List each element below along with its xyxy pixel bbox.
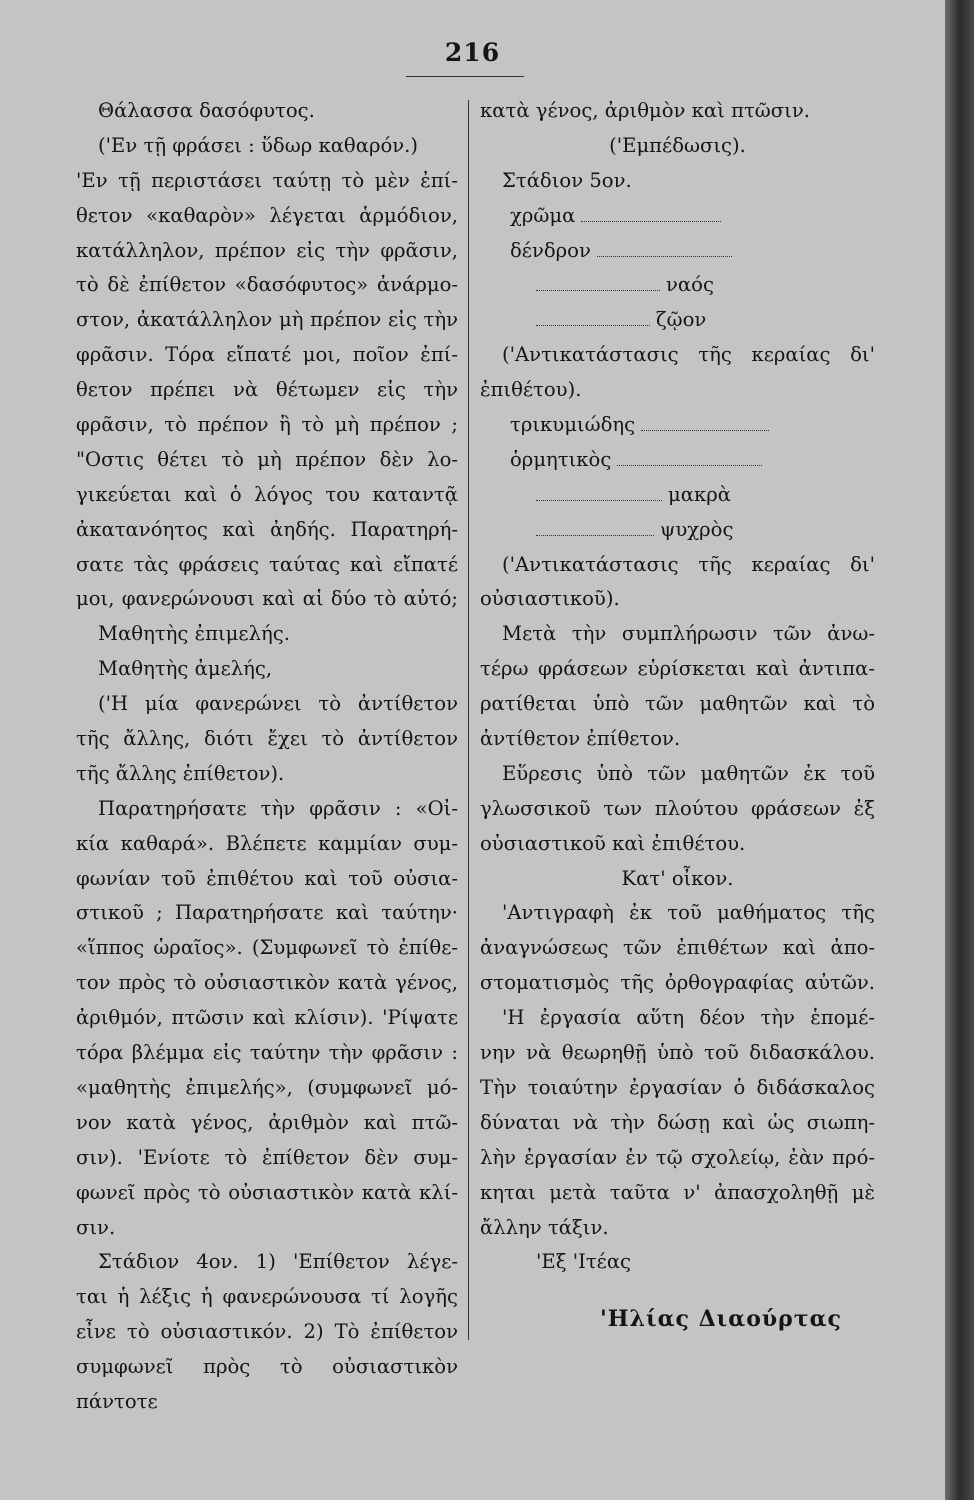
text-line: Στάδιον 5ον. bbox=[502, 168, 632, 192]
page-number: 216 bbox=[444, 38, 501, 67]
page-number-rule bbox=[406, 76, 524, 77]
exercise-word: ναός bbox=[666, 273, 714, 297]
text-line: μοι, φανερώνουσι καὶ αἱ δύο τὸ αὐτό; bbox=[76, 587, 458, 611]
dotted-blank bbox=[641, 410, 769, 431]
right-column bbox=[480, 94, 875, 1280]
text-line: οὐσιαστικοῦ καὶ ἐπιθέτου. bbox=[480, 831, 746, 855]
text-line: γικεύεται καὶ ὁ λόγος του καταντᾷ bbox=[76, 482, 458, 506]
text-line: ('Αντικατάστασις τῆς κεραίας δι' bbox=[502, 552, 875, 576]
text-line: σιν. bbox=[76, 1215, 116, 1239]
text-line: τὸ δὲ ἐπίθετον «δασόφυτος» ἀνάρμο- bbox=[76, 273, 458, 297]
exercise-blank-line bbox=[480, 234, 875, 269]
text-line: Μαθητὴς ἐπιμελής. bbox=[98, 622, 290, 646]
exercise-blank-line bbox=[480, 408, 875, 443]
dotted-blank bbox=[536, 515, 654, 536]
text-line: 'Η ἐργασία αὕτη δέον τὴν ἑπομέ- bbox=[502, 1006, 875, 1030]
text-line: «μαθητὴς ἐπιμελής», (συμφωνεῖ μό- bbox=[76, 1075, 458, 1099]
text-line: ται ἡ λέξις ἡ φανερώνουσα τί λογῆς bbox=[76, 1285, 458, 1309]
text-line: φωνίαν τοῦ ἐπιθέτου καὶ τοῦ οὐσια- bbox=[76, 866, 458, 890]
text-line: φωνεῖ πρὸς τὸ οὐσιαστικὸν κατὰ κλί- bbox=[76, 1180, 458, 1204]
text-line: θετον «καθαρὸν» λέγεται ἁρμόδιον, bbox=[76, 203, 458, 227]
text-line: εἶνε τὸ οὐσιαστικόν. 2) Τὸ ἐπίθετον bbox=[76, 1320, 458, 1344]
text-line: «ἵππος ὡραῖος». (Συμφωνεῖ τὸ ἐπίθε- bbox=[76, 936, 458, 960]
text-line: κηται μετὰ ταῦτα ν' ἀπασχοληθῇ μὲ bbox=[480, 1180, 875, 1204]
exercise-word: ζῷον bbox=[656, 308, 707, 332]
text-line: 'Εν τῇ περιστάσει ταύτῃ τὸ μὲν ἐπί- bbox=[76, 168, 458, 192]
text-line: ρατίθεται ὑπὸ τῶν μαθητῶν καὶ τὸ bbox=[480, 692, 875, 716]
author-signature: 'Ηλίας Διαούρτας bbox=[600, 1306, 842, 1332]
text-line: οὐσιαστικοῦ). bbox=[480, 587, 620, 611]
text-line: Εὕρεσις ὑπὸ τῶν μαθητῶν ἐκ τοῦ bbox=[502, 761, 875, 785]
text-line: ('Εμπέδωσις). bbox=[609, 133, 746, 157]
text-line: θετον πρέπει νὰ θέτωμεν εἰς τὴν bbox=[76, 378, 458, 402]
text-line: στον, ἀκατάλληλον μὴ πρέπον εἰς τὴν bbox=[76, 308, 458, 332]
left-column bbox=[76, 94, 458, 1413]
text-line: Παρατηρήσατε τὴν φρᾶσιν : «Οἰ- bbox=[98, 796, 458, 820]
text-line: Μετὰ τὴν συμπλήρωσιν τῶν ἀνω- bbox=[502, 622, 875, 646]
text-line: ('Εν τῇ φράσει : ὕδωρ καθαρόν.) bbox=[98, 133, 419, 157]
place-line: 'Εξ 'Ιτέας bbox=[536, 1250, 632, 1274]
exercise-blank-line bbox=[480, 478, 875, 513]
text-line: κατὰ γένος, ἀριθμὸν καὶ πτῶσιν. bbox=[480, 99, 810, 122]
text-line: νον κατὰ γένος, ἀριθμὸν καὶ πτῶ- bbox=[76, 1110, 458, 1134]
text-line: νην νὰ θεωρηθῇ ὑπὸ τοῦ διδασκάλου. bbox=[480, 1041, 875, 1065]
text-line: γλωσσικοῦ των πλούτου φράσεων ἐξ bbox=[480, 796, 875, 820]
text-line: "Οστις θέτει τὸ μὴ πρέπον δὲν λο- bbox=[76, 447, 458, 471]
exercise-blank-line bbox=[480, 268, 875, 303]
exercise-blank-line bbox=[480, 513, 875, 548]
text-line: τῆς ἄλλης ἐπίθετον). bbox=[76, 761, 285, 785]
text-line: Μαθητὴς ἀμελής, bbox=[98, 657, 273, 681]
text-line: τῆς ἄλλης, διότι ἔχει τὸ ἀντίθετον bbox=[76, 727, 458, 751]
text-line: στοματισμὸς τῆς ὀρθογραφίας αὐτῶν. bbox=[480, 971, 875, 995]
exercise-word: ὁρμητικὸς bbox=[510, 447, 612, 471]
text-line: Τὴν τοιαύτην ἐργασίαν ὁ διδάσκαλος bbox=[480, 1075, 875, 1099]
text-line: συμφωνεῖ πρὸς τὸ οὐσιαστικὸν πάντοτε bbox=[76, 1355, 458, 1413]
dotted-blank bbox=[581, 201, 721, 222]
exercise-blank-line bbox=[480, 199, 875, 234]
column-divider bbox=[468, 100, 469, 1340]
exercise-word: δένδρον bbox=[510, 238, 591, 262]
text-line: ('Αντικατάστασις τῆς κεραίας δι' bbox=[502, 343, 875, 367]
text-line: τον πρὸς τὸ οὐσιαστικὸν κατὰ γένος, bbox=[76, 971, 458, 995]
dotted-blank bbox=[536, 305, 650, 326]
text-line: ἀκατανόητος καὶ ἀηδής. Παρατηρή- bbox=[76, 517, 458, 541]
text-line: ἀριθμόν, πτῶσιν καὶ κλίσιν). 'Ρίψατε bbox=[76, 1006, 458, 1030]
text-line: ἀντίθετον ἐπίθετον. bbox=[480, 727, 681, 751]
page-edge bbox=[945, 0, 974, 1500]
text-line: στικοῦ ; Παρατηρήσατε καὶ ταύτην· bbox=[76, 901, 458, 925]
exercise-word: ψυχρὸς bbox=[660, 517, 734, 541]
text-line: τέρω φράσεων εὑρίσκεται καὶ ἀντιπα- bbox=[480, 657, 875, 681]
text-line: 'Αντιγραφὴ ἐκ τοῦ μαθήματος τῆς bbox=[502, 901, 875, 925]
dotted-blank bbox=[536, 270, 660, 291]
exercise-word: χρῶμα bbox=[510, 203, 576, 227]
text-line: ἐπιθέτου). bbox=[480, 378, 582, 402]
dotted-blank bbox=[617, 445, 762, 466]
text-line: Θάλασσα δασόφυτος. bbox=[98, 99, 315, 122]
text-line: φρᾶσιν. Τόρα εἴπατέ μοι, ποῖον ἐπί- bbox=[76, 343, 458, 367]
exercise-blank-line bbox=[480, 443, 875, 478]
text-line: τόρα βλέμμα εἰς ταύτην τὴν φρᾶσιν : bbox=[76, 1041, 458, 1065]
text-line: Στάδιον 4ον. 1) 'Επίθετον λέγε- bbox=[98, 1250, 458, 1274]
text-line: κατάλληλον, πρέπον εἰς τὴν φρᾶσιν, bbox=[76, 238, 458, 262]
text-line: δύναται νὰ τὴν δώσῃ καὶ ὡς σιωπη- bbox=[480, 1110, 875, 1134]
text-line: κία καθαρά». Βλέπετε καμμίαν συμ- bbox=[76, 831, 458, 855]
text-line: ἄλλην τάξιν. bbox=[480, 1215, 609, 1239]
text-line: σιν). 'Ενίοτε τὸ ἐπίθετον δὲν συμ- bbox=[76, 1145, 458, 1169]
dotted-blank bbox=[597, 236, 732, 257]
exercise-word: τρικυμιώδης bbox=[510, 413, 636, 437]
exercise-blank-line bbox=[480, 303, 875, 338]
text-line: ἀναγνώσεως τῶν ἐπιθέτων καὶ ἀπο- bbox=[480, 936, 875, 960]
text-line: σατε τὰς φράσεις ταύτας καὶ εἴπατέ bbox=[76, 552, 458, 576]
text-line: φρᾶσιν, τὸ πρέπον ἢ τὸ μὴ πρέπον ; bbox=[76, 413, 458, 437]
text-line: λὴν ἐργασίαν ἐν τῷ σχολείῳ, ἐὰν πρό- bbox=[480, 1145, 875, 1169]
dotted-blank bbox=[536, 480, 662, 501]
section-heading: Κατ' οἶκον. bbox=[621, 866, 734, 890]
exercise-word: μακρὰ bbox=[668, 482, 731, 506]
text-line: ('Η μία φανερώνει τὸ ἀντίθετον bbox=[98, 692, 458, 716]
